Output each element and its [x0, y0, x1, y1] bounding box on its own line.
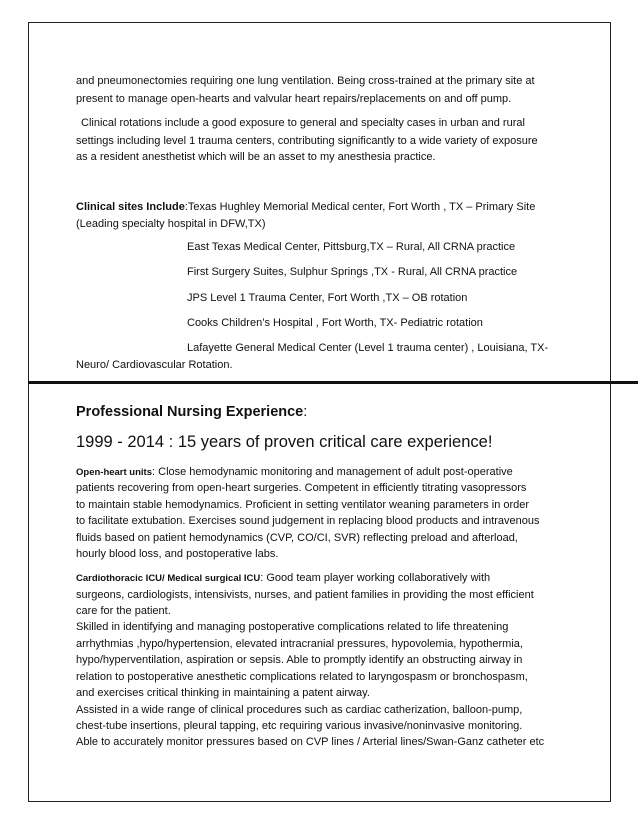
experience-subheading: 1999 - 2014 : 15 years of proven critical care experience!	[76, 433, 493, 451]
cardio-line: care for the patient.	[76, 605, 171, 617]
clinical-site-primary-note: (Leading specialty hospital in DFW,TX)	[76, 218, 266, 230]
experience-heading	[76, 403, 307, 421]
cardio-line: Assisted in a wide range of clinical procedures such as cardiac catherization, balloon-pump,	[76, 704, 523, 716]
clinical-site-item: Cooks Children’s Hospital , Fort Worth, TX- Pediatric rotation	[187, 317, 483, 329]
para2-line1: Clinical rotations include a good exposure to general and specialty cases in urban and rural	[81, 117, 525, 129]
cardio-label: Cardiothoracic ICU/ Medical surgical ICU	[76, 573, 261, 584]
cardio-line: hypo/hyperventilation, aspiration or sepsis. Able to promptly identify an obstructing airway in	[76, 654, 523, 666]
para2-line3: as a resident anesthetist which will be an asset to my anesthesia practice.	[76, 151, 436, 163]
para1-line1: and pneumonectomies requiring one lung ventilation. Being cross-trained at the primary site at	[76, 75, 535, 87]
openheart-line: fluids based on patient hemodynamics (CVP, CO/CI, SVR) reflecting preload and afterload,	[76, 532, 518, 544]
cardio-line: Skilled in identifying and managing postoperative complications related to life threatening	[76, 621, 509, 633]
clinical-site-item: JPS Level 1 Trauma Center, Fort Worth ,TX – OB rotation	[187, 292, 468, 304]
clinical-sites-line	[76, 199, 535, 215]
para2-line2: settings including level 1 trauma centers, contributing significantly to a wide variety of exposure	[76, 135, 538, 147]
openheart-label: Open-heart units	[76, 467, 153, 478]
openheart-line: hourly blood loss, and postoperative labs.	[76, 548, 279, 560]
cardio-line: relation to postoperative anesthetic complications related to laryngospasm or bronchospasm,	[76, 671, 528, 683]
cardio-line: Able to accurately monitor pressures based on CVP lines / Arterial lines/Swan-Ganz catheter etc	[76, 736, 545, 748]
para1-line2: present to manage open-hearts and valvular heart repairs/replacements on and off pump.	[76, 93, 512, 105]
section-divider	[28, 381, 638, 384]
cardio-line: chest-tube insertions, pleural tapping, etc requiring various invasive/noninvasive monitoring.	[76, 720, 523, 732]
cardio-line: arrhythmias ,hypo/hypertension, elevated intracranial pressures, hypovolemia, hypothermia,	[76, 638, 523, 650]
cardio-line: surgeons, cardiologists, intensivists, nurses, and patient families in providing the most efficient	[76, 589, 534, 601]
experience-heading-colon: :	[303, 404, 308, 420]
clinical-site-primary: :Texas Hughley Memorial Medical center, Fort Worth , TX – Primary Site	[184, 201, 536, 213]
experience-heading-text: Professional Nursing Experience	[76, 404, 304, 420]
openheart-text: : Close hemodynamic monitoring and management of adult post-operative	[152, 466, 513, 478]
openheart-line: to facilitate extubation. Exercises sound judgement in replacing blood products and intravenous	[76, 515, 540, 527]
clinical-site-item: East Texas Medical Center, Pittsburg,TX – Rural, All CRNA practice	[187, 241, 516, 253]
openheart-line: to maintain stable hemodynamics. Proficient in setting ventilator weaning parameters in order	[76, 499, 530, 511]
cardio-line: and exercises critical thinking in maintaining a patent airway.	[76, 687, 370, 699]
clinical-site-item-cont: Neuro/ Cardiovascular Rotation.	[76, 359, 233, 371]
openheart-line: patients recovering from open-heart surgeries. Competent in efficiently titrating vasopressors	[76, 482, 527, 494]
clinical-site-item: Lafayette General Medical Center (Level 1 trauma center) , Louisiana, TX-	[187, 342, 549, 354]
clinical-site-item: First Surgery Suites, Sulphur Springs ,TX - Rural, All CRNA practice	[187, 266, 518, 278]
cardio-line	[76, 570, 490, 587]
clinical-sites-label: Clinical sites Include	[76, 201, 185, 213]
cardio-text: : Good team player working collaboratively with	[260, 572, 491, 584]
openheart-line	[76, 464, 513, 481]
